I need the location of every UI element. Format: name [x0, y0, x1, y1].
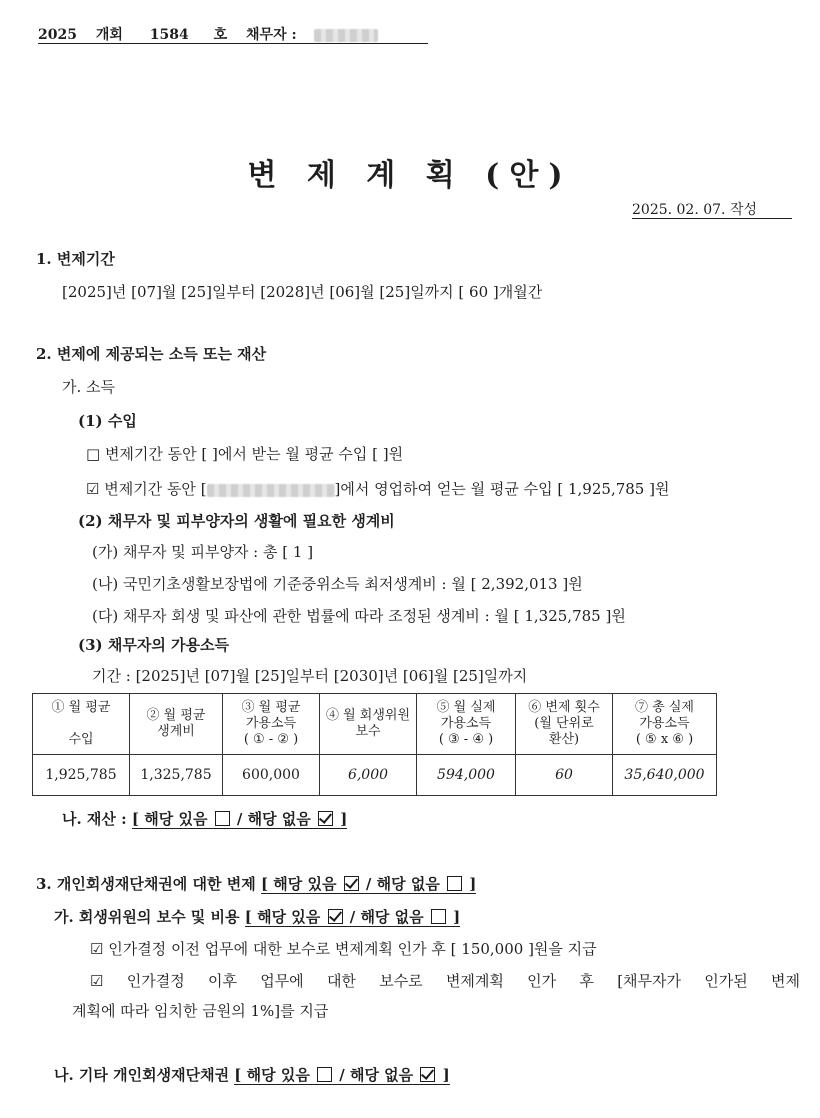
available-income-heading: (3) 채무자의 가용소득: [78, 636, 229, 654]
header-actual-available: ⑤ 월 실제 가용소득 ( ③ - ④ ): [417, 694, 516, 755]
other-claims-no-checkbox: [420, 1067, 435, 1082]
minimum-living-cost: (나) 국민기초생활보장법에 기준중위소득 최저생계비 : 월 [ 2,392,013 ]원: [92, 575, 583, 593]
property-options: [ 해당 있음 / 해당 없음 ]: [131, 810, 348, 828]
business-post: ]에서 영업하여 얻는 월 평균 수입 [ 1,925,785 ]원: [334, 480, 670, 498]
dependents-count: (가) 채무자 및 피부양자 : 총 [ 1 ]: [92, 543, 314, 561]
other-claims-yes-checkbox: [317, 1067, 332, 1082]
header-monthly-living: ② 월 평균 생계비: [130, 694, 223, 755]
document-title: 변 제 계 획 (안): [247, 158, 573, 193]
case-number: 1584: [149, 27, 189, 43]
other-claims-options: [ 해당 있음 / 해당 없음 ]: [234, 1066, 450, 1084]
table-row: [33, 755, 717, 796]
cell-monthly-available: 600,000: [223, 755, 320, 796]
available-income-period: 기간 : [2025]년 [07]월 [25]일부터 [2030]년 [06]월 [25]일까지: [92, 667, 528, 685]
repayment-period: [2025]년 [07]월 [25]일부터 [2028]년 [06]월 [25]일까지 [ 60 ]개월간: [62, 283, 543, 301]
other-claims-line: [54, 1064, 450, 1085]
header-underline: [38, 43, 428, 44]
case-header: [38, 24, 378, 44]
property-line: [62, 808, 347, 829]
case-ho: 호: [213, 27, 228, 43]
property-yes-checkbox: [215, 811, 230, 826]
income-option-business: [86, 478, 669, 499]
header-monthly-income: ① 월 평균 수입: [33, 694, 130, 755]
cell-total-available: 35,640,000: [613, 755, 717, 796]
header-monthly-available: ③ 월 평균 가용소득 ( ① - ② ): [223, 694, 320, 755]
trustee-fee-no-checkbox: [431, 909, 446, 924]
available-income-table: [32, 693, 717, 796]
case-year: 2025: [38, 27, 77, 43]
trustee-fee-options: [ 해당 있음 / 해당 없음 ]: [244, 908, 461, 926]
property-label: 나. 재산 :: [62, 810, 127, 828]
section-2-heading: 2. 변제에 제공되는 소득 또는 재산: [36, 345, 267, 363]
case-gaehoe: 개회: [95, 27, 123, 43]
section-3-heading: 3. 개인회생재단채권에 대한 변제: [36, 875, 256, 893]
section-3-line: [36, 873, 476, 894]
section-1-heading: 1. 변제기간: [36, 250, 115, 268]
header-trustee-fee: ④ 월 회생위원 보수: [320, 694, 417, 755]
revenue-heading: (1) 수입: [78, 412, 137, 430]
header-payment-count: ⑥ 변제 횟수 (월 단위로 환산): [516, 694, 613, 755]
adjusted-living-cost: (다) 채무자 회생 및 파산에 관한 법률에 따라 조정된 생계비 : 월 [ 1,325,785 ]원: [92, 607, 626, 625]
date-underline: [632, 218, 792, 219]
estate-claim-yes-checkbox: [344, 876, 359, 891]
income-option-salary: □ 변제기간 동안 [ ]에서 받는 월 평균 수입 [ ]원: [86, 445, 404, 463]
business-name-redacted: [207, 484, 335, 497]
debtor-name-redacted: [314, 29, 378, 42]
trustee-fee-after-line1: ☑ 인가결정 이후 업무에 대한 보수로 변제계획 인가 후 [채무자가 인가된 변제: [90, 972, 800, 990]
estate-claim-no-checkbox: [447, 876, 462, 891]
trustee-fee-heading: 가. 회생위원의 보수 및 비용: [54, 908, 240, 926]
income-subheading: 가. 소득: [62, 378, 116, 396]
written-date: 2025. 02. 07. 작성: [632, 202, 758, 218]
cell-monthly-living: 1,325,785: [130, 755, 223, 796]
trustee-fee-before: ☑ 인가결정 이전 업무에 대한 보수로 변제계획 인가 후 [ 150,000 ]원을 지급: [90, 940, 597, 958]
other-claims-heading: 나. 기타 개인회생재단채권: [54, 1066, 230, 1084]
trustee-fee-yes-checkbox: [328, 909, 343, 924]
business-pre: ☑ 변제기간 동안 [: [86, 480, 207, 498]
table-header-row: [33, 694, 717, 755]
debtor-label: 채무자 :: [246, 27, 297, 43]
cell-trustee-fee: 6,000: [320, 755, 417, 796]
header-total-available: ⑦ 총 실제 가용소득 ( ⑤ x ⑥ ): [613, 694, 717, 755]
cell-actual-available: 594,000: [417, 755, 516, 796]
trustee-fee-after-line2: 계획에 따라 임치한 금원의 1%]를 지급: [72, 1002, 329, 1020]
cell-payment-count: 60: [516, 755, 613, 796]
section-3-options: [ 해당 있음 / 해당 없음 ]: [260, 875, 477, 893]
living-cost-heading: (2) 채무자 및 피부양자의 생활에 필요한 생계비: [78, 512, 395, 530]
property-no-checkbox: [318, 811, 333, 826]
cell-monthly-income: 1,925,785: [33, 755, 130, 796]
trustee-fee-line: [54, 906, 460, 927]
